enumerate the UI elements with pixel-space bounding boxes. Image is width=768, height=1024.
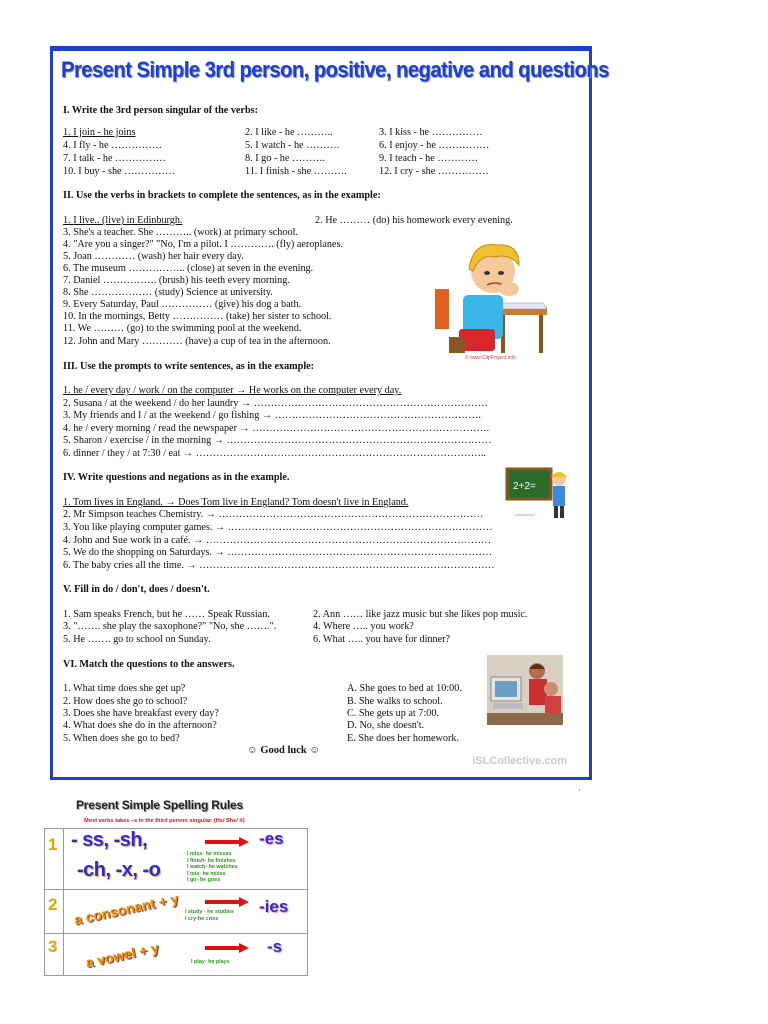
s5-item: 2. Ann …… like jazz music but she likes pop music.: [313, 609, 528, 620]
s5-item: 5. He ……. go to school on Sunday.: [63, 634, 211, 645]
section1-heading: I. Write the 3rd person singular of the verbs:: [63, 105, 258, 116]
s2-item: 10. In the mornings, Betty …………… (take) her sister to school.: [63, 311, 332, 322]
s4-item: 3. You like playing computer games. → ……………………………………………………………………: [63, 522, 493, 533]
s4-item: 5. We do the shopping on Saturdays. → ……………………………………………………………………: [63, 547, 493, 558]
s4-item: 6. The baby cries all the time. → ……………………………………………………………………………: [63, 560, 495, 571]
s6-question: 5. When does she go to bed?: [63, 733, 180, 744]
s5-item: 3. "……. she play the saxophone?" "No, she …….".: [63, 621, 277, 632]
s6-answer: B. She walks to school.: [347, 696, 443, 707]
rule-examples: I miss- he misses I finish- he finishes I watch- he watches I mix- he mixes I go- he goes: [187, 851, 238, 884]
s2-item: 6. The museum …………….. (close) at seven in the evening.: [63, 263, 314, 274]
s2-item: 3. She's a teacher. She ……….. (work) at primary school.: [63, 227, 298, 238]
s1-r2-c0: 7. I talk - he ……………: [63, 153, 166, 164]
s3-item: 3. My friends and I / at the weekend / go fishing → …………………………………………………….: [63, 410, 481, 421]
s1-r0-c2: 3. I kiss - he ……………: [379, 127, 483, 138]
s3-item: 6. dinner / they / at 7:30 / eat → …………………………………………………………………………..: [63, 448, 487, 459]
rule-examples: I study - he studies I cry-he cries: [185, 909, 234, 922]
rule-number: 1: [48, 835, 58, 854]
s6-question: 3. Does she have breakfast every day?: [63, 708, 219, 719]
s1-r3-c2: 12. I cry - she ……………: [379, 166, 489, 177]
s3-item: 2. Susana / at the weekend / do her laundry → ……………………………………………………………: [63, 398, 488, 409]
s4-item: 4. John and Sue work in a café. → …………………………………………………………………………: [63, 535, 492, 546]
s6-question: 2. How does she go to school?: [63, 696, 188, 707]
s3-example: 1. he / every day / work / on the computer → He works on the computer every day.: [63, 385, 402, 396]
boy-at-desk-illustration: [435, 229, 555, 359]
rule-number: 3: [48, 937, 58, 956]
section2-heading: II. Use the verbs in brackets to complete the sentences, as in the example:: [63, 190, 381, 201]
spelling-rules-panel: [36, 792, 306, 978]
s1-r3-c1: 11. I finish - she ……….: [245, 166, 347, 177]
spelling-rules-title: Present Simple Spelling Rules: [76, 798, 243, 812]
s2-example: 1. I live.. (live) in Edinburgh.: [63, 215, 183, 226]
s6-answer: C. She gets up at 7:00.: [347, 708, 439, 719]
spelling-rules-table: [44, 828, 308, 976]
image-credit: © www.ClipProject.info: [465, 355, 516, 361]
s2-item: 11. We ……… (go) to the swimming pool at the weekend.: [63, 323, 302, 334]
rule-condition: a vowel + y: [84, 939, 161, 971]
rule-suffix: -es: [259, 829, 284, 848]
s2-item: 5. Joan ………… (wash) her hair every day.: [63, 251, 244, 262]
arrow-right-icon: [205, 943, 249, 953]
s6-question: 4. What does she do in the afternoon?: [63, 720, 217, 731]
section4-heading: IV. Write questions and negations as in the example.: [63, 472, 290, 483]
section3-heading: III. Use the prompts to write sentences, as in the example:: [63, 361, 315, 372]
s2-item: 7. Daniel ……………. (brush) his teeth every morning.: [63, 275, 290, 286]
rule-examples: I play- he plays: [191, 959, 230, 965]
s5-item: 1. Sam speaks French, but he …… Speak Russian.: [63, 609, 270, 620]
s2-item: 4. "Are you a singer?" "No, I'm a pilot. I …………. (fly) aeroplanes.: [63, 239, 343, 250]
worksheet-title: Present Simple 3rd person, positive, negative and questions: [61, 57, 609, 82]
chalkboard-illustration: [505, 465, 571, 521]
good-luck-text: ☺ Good luck ☺: [247, 745, 321, 756]
s1-r0-c1: 2. I like - he ………..: [245, 127, 333, 138]
s3-item: 5. Sharon / exercise / in the morning → ……………………………………………………………………: [63, 435, 492, 446]
s2-item: 9. Every Saturday, Paul …………… (give) his dog a bath.: [63, 299, 302, 310]
rule-suffix: -s: [267, 937, 283, 956]
s5-item: 6. What ….. you have for dinner?: [313, 634, 451, 645]
s1-r1-c2: 6. I enjoy - he ……………: [379, 140, 490, 151]
section6-heading: VI. Match the questions to the answers.: [63, 659, 235, 670]
s2-item-2: 2. He ……… (do) his homework every evening.: [315, 215, 513, 226]
rule-endings: -ch, -x, -o: [77, 859, 161, 881]
rule-number: 2: [48, 895, 58, 914]
s1-r1-c0: 4. I fly - he ……………: [63, 140, 163, 151]
s3-item: 4. he / every morning / read the newspaper → …………………………………………………………….: [63, 423, 490, 434]
s2-item: 8. She ……………… (study) Science at university.: [63, 287, 273, 298]
s6-answer: D. No, she doesn't.: [347, 720, 425, 731]
rule-row-2: [45, 889, 307, 934]
s4-example: 1. Tom lives in England. → Does Tom live in England? Tom doesn't live in England.: [63, 497, 409, 508]
arrow-right-icon: [205, 897, 249, 907]
rule-row-1: [45, 829, 307, 890]
watermark: iSLCollective.com: [472, 755, 567, 767]
rule-endings: - ss, -sh,: [71, 829, 148, 851]
s1-r3-c0: 10. I buy - she ……………: [63, 166, 176, 177]
s2-item: 12. John and Mary ………… (have) a cup of tea in the afternoon.: [63, 336, 331, 347]
worksheet: [50, 46, 609, 780]
arrow-right-icon: [205, 837, 249, 847]
s1-r0-c0: 1. I join - he joins: [63, 127, 136, 138]
rule-condition: a consonant + y: [72, 890, 180, 928]
s1-r1-c1: 5. I watch - he ……….: [245, 140, 340, 151]
s5-item: 4. Where ….. you work?: [313, 621, 414, 632]
rule-row-3: [45, 933, 307, 975]
section5-heading: V. Fill in do / don't, does / doesn't.: [63, 584, 210, 595]
kids-at-computer-photo: [487, 655, 563, 725]
rule-suffix: -ies: [259, 897, 289, 916]
s6-question: 1. What time does she get up?: [63, 683, 186, 694]
stray-dot: ·: [578, 786, 581, 795]
spelling-rules-subtitle: Most verbs takes –s in the third person singular. (He/ She/ it): [84, 818, 245, 824]
svg-text:2+2=: 2+2=: [513, 481, 536, 492]
s6-answer: A. She goes to bed at 10:00.: [347, 683, 462, 694]
s1-r2-c1: 8. I go - he ……….: [245, 153, 326, 164]
s1-r2-c2: 9. I teach - he …………: [379, 153, 479, 164]
s6-answer: E. She does her homework.: [347, 733, 460, 744]
s4-item: 2. Mr Simpson teaches Chemistry. → ……………………………………………………………………: [63, 509, 484, 520]
